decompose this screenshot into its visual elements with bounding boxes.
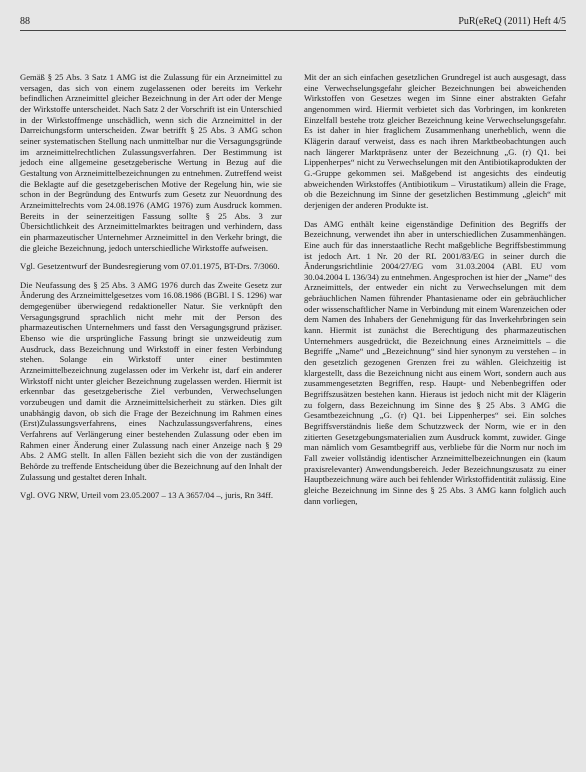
text-columns bbox=[20, 72, 566, 506]
citation: Vgl. OVG NRW, Urteil vom 23.05.2007 – 13 A 3657/04 –, juris, Rn 34ff. bbox=[20, 490, 274, 501]
paragraph: Das AMG enthält keine eigenständige Definition des Begriffs der Bezeichnung, verwendet ihn aber in unterschiedlichen Zusammenhängen. Eine auch für das innerstaatliche Recht maßgebliche Begriffsbestimmung ist jedoch Art. 1 Nr. 20 der RL 2001/83/EG in seiner durch die Änderungsrichtlinie 2004/27/EG vom 31.03.2004 (ABl. EU vom 30.04.2004 L 136/34) zu entnehmen. Angesprochen ist hier der „Name“ des Arzneimittels, der entweder ein nicht zu Verwechselungen mit dem gebräuchlichen Namen führender Phantasiename oder ein gebräuchlicher oder wissenschaftlicher Name in Verbindung mit einem Warenzeichen oder dem Namen des Inhabers der Genehmigung für das Inverkehrbringen sein kann. Hiermit ist zunächst die Berechtigung des pharmazeutischen Unternehmers ausgedrückt, die Bezeichnung eines Arzneimittels – die Begriffe „Name“ und „Bezeichnung“ sind hier synonym zu verstehen – in den gesetzlich gezogenen Grenzen frei zu wählen. Gleichzeitig ist klargestellt, dass die Bezeichnung nicht aus einem Wort, sondern auch aus zusammengesetzten Begriffen, resp. Haupt- und Nebenbegriffen oder Begriffszusätzen bestehen kann. Hieraus ist jedoch nicht mit der Klägerin zu folgern, dass Bezeichnung im Sinne des § 25 Abs. 3 AMG die Gesamtbezeichnung „G. (r) Q1. bei Lippenherpes“ sei. Ein solches Begriffsverständnis ließe dem Schutzzweck der Norm, wie er in den zitierten Gesetzgebungsmaterialien zum Ausdruck kommt, zuwider. Ginge man nämlich vom Gesamtbegriff aus, verbliebe für die Norm nur noch im Fall zweier vollständig identischer Arzneimittelbezeichnungen ein (kaum praxisrelevanter) Anwendungsbereich. Jeder Bezeichnungszusatz zu einer Hauptbezeichnung wäre auch bei fehlender Wirkstoffidentität zulässig. Eine gleiche Bezeichnung im Sinne des § 25 Abs. 3 AMG kann folglich auch dann vorliegen, bbox=[304, 218, 566, 506]
right-column bbox=[304, 72, 566, 506]
paragraph: Gemäß § 25 Abs. 3 Satz 1 AMG ist die Zulassung für ein Arzneimittel zu versagen, das sich von einem zugelassenen oder bereits im Verkehr befindlichen Arzneimittel gleicher Bezeichnung in der Art oder der Menge der Wirkstoffe unterscheidet. Nach Satz 2 der Vorschrift ist ein Unterschied in der Wirkstoffmenge unschädlich, wenn sich die Arzneimittel in der Darreichungsform unterscheiden. Zwar betrifft § 25 Abs. 3 AMG schon seiner systematischen Stellung nach unmittelbar nur die Versagungsgründe im arzneimittelrechtlichen Zulassungsverfahren. Der Bestimmung ist jedoch eine allgemeine gesetzgeberische Wertung in Bezug auf die Gestaltung von Arzneimittelbezeichnungen zu entnehmen. Zutreffend weist die Beklagte auf die gesetzgeberischen Motive der Regelung hin, wie sie schon in der Begründung des Entwurfs zum Gesetz zur Neuordnung des Arzneimittelrechts vom 24.08.1976 (AMG 1976) zum Ausdruck kommen. Bereits in der seinerzeitigen Fassung sollte § 25 Abs. 3 zur Übersichtlichkeit des Arzneimittelmarktes beitragen und verhindern, dass ein pharmazeutischer Unternehmer Arzneimittel in den Verkehr bringt, die die gleiche Bezeichnung, jedoch unterschiedliche Wirkstoffe aufweisen. bbox=[20, 72, 282, 253]
paragraph: Mit der an sich einfachen gesetzlichen Grundregel ist auch ausgesagt, dass eine Verwechselungsgefahr gleicher Bezeichnungen bei abweichenden Wirkstoffen von Gesetzes wegen im Sinne einer abstrakten Gefahr angenommen wird. Hiermit verbietet sich das Vorbringen, im konkreten Einzelfall bestehe trotz gleicher Bezeichnung keine Verwechselungsgefahr. Es ist daher in hier fraglichem Zusammenhang unerheblich, wenn die Klägerin darauf verweist, dass es nach ihren Marktbeobachtungen auch nach längerer Marktpräsenz unter der Bezeichnung „G. (r) Q1. bei Lippenherpes“ nicht zu Verwechselungen mit den Antibiotikaprodukten der G.-Gruppe gekommen sei. Maßgebend ist angesichts des eindeutig abweichenden Wirkstoffes (Antibiotikum – Virustatikum) allein die Frage, ob die Bezeichnung im Sinne der gesetzlichen Bestimmung „gleich“ mit derjenigen der anderen Produkte ist. bbox=[304, 72, 566, 210]
citation: Vgl. Gesetzentwurf der Bundesregierung vom 07.01.1975, BT-Drs. 7/3060. bbox=[20, 261, 280, 272]
paragraph: Die Neufassung des § 25 Abs. 3 AMG 1976 durch das Zweite Gesetz zur Änderung des Arzneimittelgesetzes vom 16.08.1986 (BGBl. I S. 1296) war demgegenüber überwiegend redaktioneller Natur. Sie verknüpft den Versagungsgrund sprachlich nicht mehr mit der Person des pharmazeutischen Unternehmers und fasst den Versagungsgrund präziser. Ebenso wie die ursprüngliche Fassung bringt sie unzweideutig zum Ausdruck, dass Bezeichnung und Wirkstoff in einer festen Verbindung stehen. Solange ein Wirkstoff unter einer bestimmten Arzneimittelbezeichnung zugelassen oder im Verkehr ist, darf ein anderer Wirkstoff nicht unter gleicher Bezeichnung zugelassen werden. Hiermit ist erkennbar das gesetzgeberische Ziel verbunden, Verwechselungen vorzubeugen und damit die Arzneimittelsicherheit zu stärken. Dies gilt unabhängig davon, ob sich die Frage der Bezeichnung im Rahmen eines (Erst)Zulassungsverfahrens, eines Nachzulassungsverfahrens, eines Verfahrens auf Verlängerung einer bestehenden Zulassung oder eben im Rahmen einer Änderung einer Zulassung nach einer Anzeige nach § 29 Abs. 2 AMG stellt. In allen Fällen bezieht sich die von der zuständigen Behörde zu treffende Entscheidung über die Bezeichnung auf den Inhalt der Zulassung und gestaltet deren Inhalt. bbox=[20, 279, 282, 482]
journal-reference: PuR(eReQ (2011) Heft 4/5 bbox=[458, 16, 566, 27]
page-number: 88 bbox=[20, 16, 30, 27]
left-column bbox=[20, 72, 282, 506]
page-header bbox=[20, 16, 566, 31]
